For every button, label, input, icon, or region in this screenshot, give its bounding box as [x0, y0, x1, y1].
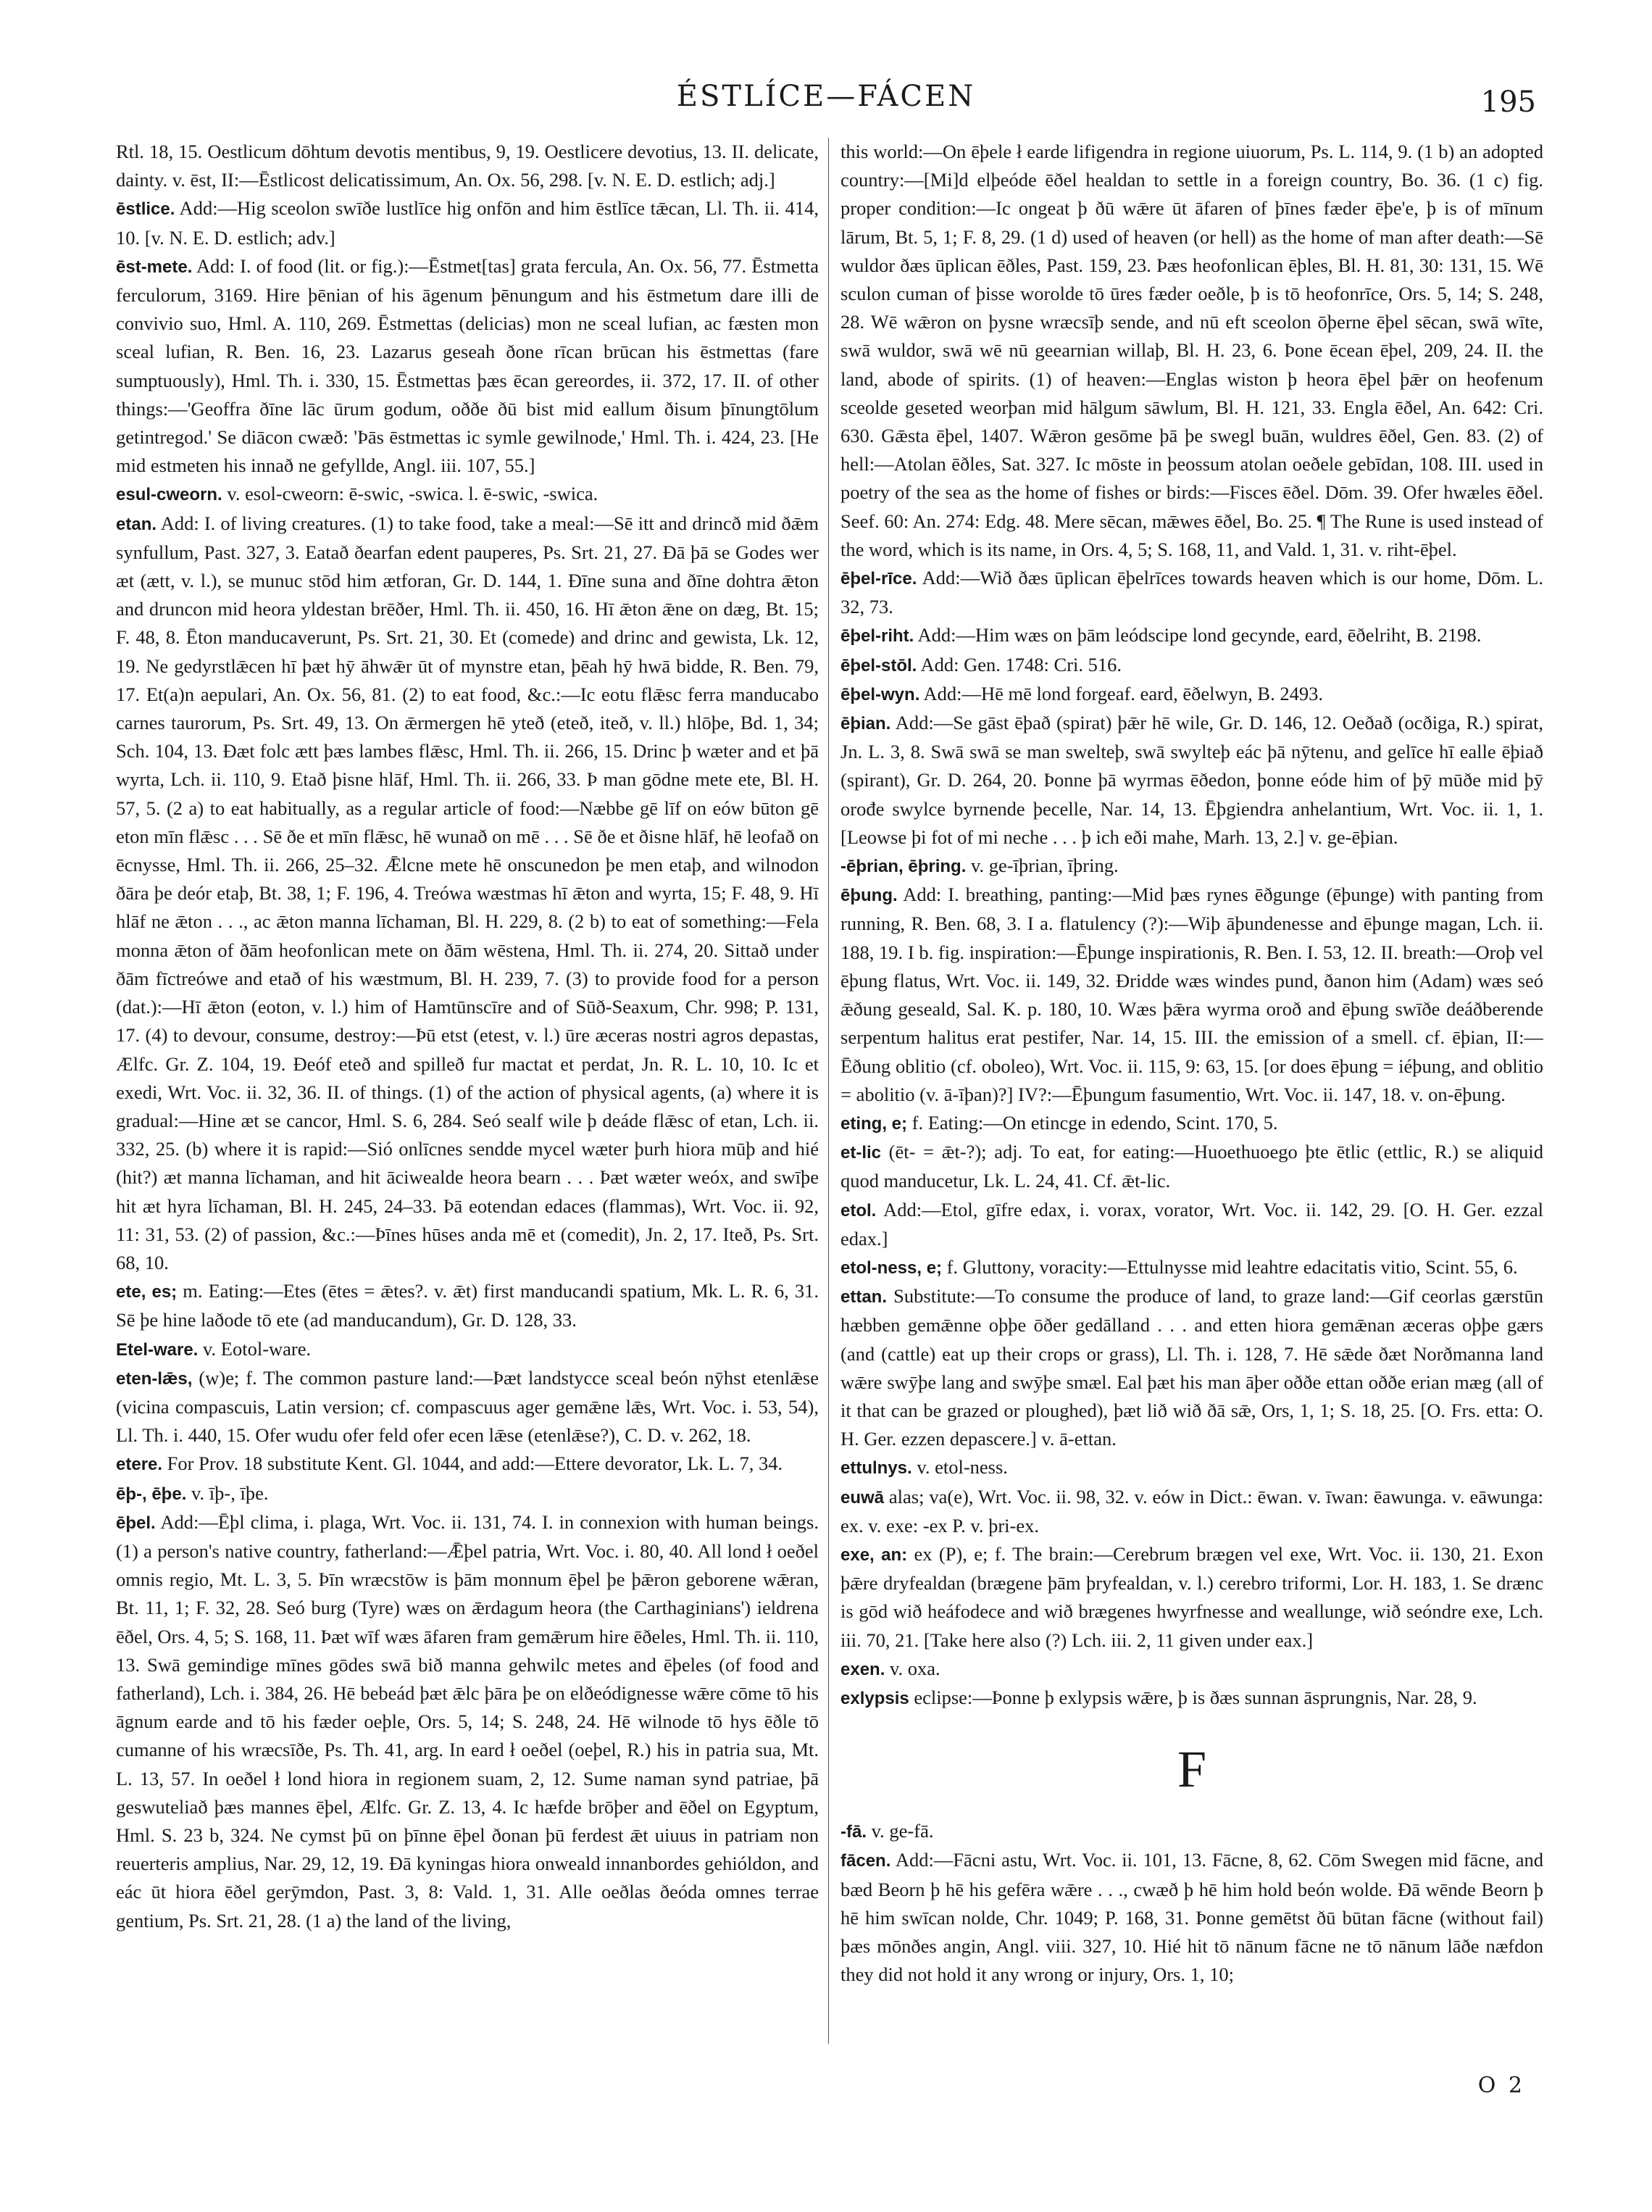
entry-text: v. īþ-, īþe. [186, 1481, 269, 1504]
entry-text: this world:—On ēþele ł earde lifigendra in regione uiuorum, Ps. L. 114, 9. (1 b) an adopted country:—[Mi]d elþeóde ēðel healdan to settle in a foreign country, Bo. 36. (1 c) fig. proper condition:—Ic ongeat þ ðū wǣre ūt āfaren of þīnes fæder ēþe'e, þ is of mīnum lārum, Bt. 5, 1; F. 8, 29. (1 d) used of heaven (or hell) as the home of man after death:—Sē wuldor ðæs ūplican ēðles, Past. 159, 23. Þæs heofonlican ēþles, Bl. H. 81, 30: 131, 15. Wē sculon cuman of þisse woroldе tō ūres fæder oeðle, þ is tō heofonrīce, Ors. 5, 14; S. 248, 28. Wē wǣron on þysne wræcsīþ sende, and nū eft sceolon ōþerne ēþel sēcan, swā wīte, swā wuldor, swā wē nū geearnian willaþ, Bl. H. 23, 6. Þone ēcean ēþel, 209, 24. II. the land, abode of spirits. (1) of heaven:—Englas wiston þ heora ēþel þǣr on heofenum sceolde geseted weorþan mid hālgum sāwlum, Bl. H. 121, 33. Engla ēðel, An. 642: Cri. 630. Gǣsta ēþel, 1407. Wǣron gesōme þā þe swegl buān, wuldres ēðel, Gen. 83. (2) of hell:—Atolan ēðles, Sat. 327. Ic mōste in þeossum atolan oeðele gebīdan, 108. III. used in poetry of the sea as the home of fishes or birds:—Fisces ēðel. Dōm. 39. Ofer hwæles ēðel. Seef. 60: An. 274: Edg. 48. Mere sēcan, mǣwes ēðel, Bo. 25. ¶ The Rune is used instead of the word, which is its name, in Ors. 4, 5; S. 168, 11, and Vald. 1, 31. v. riht-ēþel. [840, 141, 1543, 560]
dictionary-entry [840, 1253, 1543, 1282]
entry-text: Add:—Him wæs on þām leódscipe lond gecynde, eard, ēðelriht, B. 2198. [914, 624, 1482, 646]
entry-headword: etol. [840, 1200, 877, 1221]
entry-headword: fācen. [840, 1851, 891, 1871]
entry-headword: ettulnys. [840, 1458, 912, 1479]
entry-headword: etan. [116, 514, 157, 534]
entry-headword: ēþian. [840, 714, 891, 734]
dictionary-entry [840, 1109, 1543, 1138]
entry-text: v. ge-fā. [867, 1820, 934, 1842]
entry-headword: ēþel-wyn. [840, 684, 920, 704]
entry-text: Add:—Ēþl clima, i. plaga, Wrt. Voc. ii. 131, 74. I. in connexion with human beings. (1) a person's native country, fatherland:—Ǣþel patria, Wrt. Voc. i. 80, 40. All lond ł oeðel omnis regio, Mt. L. 3, 5. Þīn wræcstōw is þām monnum ēþel þe þǣron geborene wǣran, Bt. 11, 1; F. 32, 28. Seó burg (Tyre) wæs on ǣrdagum heora (the Carthaginians') ieldrena ēðel, Ors. 4, 5; S. 168, 11. Þæt wīf wæs āfaren fram gemǣrum hire ēðeles, Hml. Th. ii. 110, 13. Swā gemindige mīnes gōdes swā bið manna gehwilc metes and ēþeles (of food and fatherland), Lch. i. 384, 26. Hē bebeád þæt ǣlc þāra þe on elðeódignesse wǣre cōme tō his āgnum earde and tō his fæder oeþle, Ors. 5, 14; S. 248, 24. Hē wilnode tō hys ēðle tō cumanne of his wræcsīðe, Ps. Th. 41, arg. In eard ł oeðel (oeþel, R.) his in patria sua, Mt. L. 13, 57. In oeðel ł lond hiora in regionem suam, 2, 12. Sume naman synd patriae, þā geswuteliað þæs mannes ēþel, Ælfc. Gr. Z. 13, 4. Ic hæfde brōþer and ēðel on Egyptum, Hml. S. 23 b, 324. Ne cymst þū on þīnne ēþel ðonan þū ferdest ǣt uiuus in patriam non reuerteris amplius, Nar. 29, 12, 19. Ðā kyningas hiora onweald innanbordes gehióldon, and eác ūt hiora ēðel gerȳmdon, Past. 3, 8: Vald. 1, 31. Alle oeðlas ðeóda omnes terrae gentium, Ps. Srt. 21, 28. (1 a) the land of the living, [116, 1510, 819, 1932]
entry-text: v. esol-cweorn: ē-swic, -swica. l. ē-swic, -swica. [222, 483, 598, 505]
entry-headword: ēþel-rīce. [840, 569, 917, 589]
entry-text: Rtl. 18, 15. Oestlicum dōhtum devotis mentibus, 9, 19. Oestlicere devotius, 13. II. delicate, dainty. v. ēst, II:—Ēstlicost delicatissimum, An. Ox. 56, 298. [v. N. E. D. estlich; adj.] [116, 141, 819, 191]
page-number: 195 [1480, 86, 1536, 119]
entry-headword: ēstlice. [116, 199, 175, 220]
entry-headword: esul-cweorn. [116, 485, 222, 505]
left-column [116, 138, 819, 2066]
entry-text: m. Eating:—Etes (ētes = ǣtes?. v. ǣt) first manducandi spatium, Mk. L. R. 6, 31. Sē þe hine laðode tō ete (ad manducandum), Gr. D. 128, 33. [116, 1280, 819, 1331]
entry-text: v. Eotol-ware. [198, 1337, 312, 1360]
entry-text: Add:—Hē mē lond forgeaf. eard, ēðelwyn, B. 2493. [919, 682, 1323, 704]
entry-text: ex (P), e; f. The brain:—Cerebrum brægen vel exe, Wrt. Voc. ii. 130, 21. Exon þǣre dryfealdan (brægene þām þryfealdan, v. l.) cerebro triformi, Lor. H. 183, 1. Se drænc is gōd wið heáfodece and wið brægenes hwyrfnesse and weallunge, wið seóndre exe, Lch. iii. 70, 21. [Take here also (?) Lch. iii. 2, 11 given under eax.] [840, 1542, 1543, 1651]
dictionary-entry [840, 1138, 1543, 1195]
dictionary-entry [840, 1196, 1543, 1253]
dictionary-entry [840, 1817, 1543, 1846]
dictionary-entry [116, 138, 819, 194]
dictionary-entry [840, 852, 1543, 881]
dictionary-entry [116, 194, 819, 251]
dictionary-entry [116, 1364, 819, 1450]
entry-text: (w)e; f. The common pasture land:—Þæt landstycce sceal beón nȳhst etenlǣse (vicina compascuis, Latin version; cf. compascuus ager gemǣne lǣs, Wrt. Voc. i. 53, 54), Ll. Th. i. 440, 15. Ofer wudu ofer feld ofer ecen lǣse (etenlǣse?), C. D. v. 262, 18. [116, 1366, 819, 1447]
entry-headword: -ēþrian, ēþring. [840, 857, 967, 877]
dictionary-entry [116, 1508, 819, 1935]
entry-text: For Prov. 18 substitute Kent. Gl. 1044, and add:—Ettere devorator, Lk. L. 7, 34. [162, 1452, 783, 1475]
entry-headword: ēþ-, ēþe. [116, 1484, 187, 1504]
dictionary-entry [116, 1479, 819, 1508]
entry-headword: ettan. [840, 1287, 888, 1307]
entry-text: f. Eating:—On etincge in edendo, Scint. 170, 5. [907, 1111, 1278, 1134]
dictionary-entry [116, 1277, 819, 1334]
entry-text: eclipse:—Þonne þ exlypsis wǣre, þ is ðæs sunnan āsprungnis, Nar. 28, 9. [909, 1686, 1477, 1708]
entry-text: Add: I. breathing, panting:—Mid þæs rynes ēðgunge (ēþunge) with panting from running, R. Ben. 68, 3. I a. flatulency (?):—Wiþ āþundenesse and ēþunge magan, Lch. ii. 188, 19. I b. fig. inspiration:—Ēþunge inspirationis, R. Ben. I. 53, 12. II. breath:—Oroþ vel ēþung flatus, Wrt. Voc. ii. 149, 32. Ðridde wæs windes pund, ðanon him (Adam) wæs seó ǣðung geseald, Sal. K. p. 180, 10. Wæs þǣra wyrma oroð and ēþung swīðe deáðberende serpentum halitus erat pestifer, Nar. 14, 15. III. the emission of a smell. cf. ēþian, II:—Ēðung oblitio (cf. oboleo), Wrt. Voc. ii. 115, 9: 63, 15. [or does ēþung = iéþung, and oblitio = abolitio (v. ā-īþan)?] IV?:—Ēþungum fasumentio, Wrt. Voc. ii. 147, 18. v. on-ēþung. [840, 883, 1543, 1105]
dictionary-entry [840, 564, 1543, 621]
signature-mark: O 2 [1477, 2073, 1525, 2098]
entry-text: v. oxa. [885, 1657, 940, 1679]
entry-headword: etere. [116, 1455, 163, 1475]
dictionary-entry [116, 510, 819, 1277]
entry-text: Add:—Fācni astu, Wrt. Voc. ii. 101, 13. Fācne, 8, 62. Cōm Swegen mid fācne, and bæd Beorn þ hē his gefēra wǣre . . ., cwæð þ hē him hold beón wolde. Ðā wēnde Beorn þ hē him swīcan nolde, Chr. 1049; P. 168, 31. Þonne gemētst ðū būtan fācne (without fail) þæs mōnðes angin, Angl. viii. 327, 10. Hié hit tō nānum fācne ne tō nānum lāðe næfdon they did not hold it any wrong or injury, Ors. 1, 10; [840, 1849, 1543, 1986]
entry-headword: ete, es; [116, 1282, 178, 1302]
running-title: ÉSTLÍCE—FÁCEN [676, 80, 976, 113]
right-column [840, 138, 1543, 2066]
dictionary-entry [840, 1655, 1543, 1684]
entry-headword: exe, an: [840, 1544, 908, 1565]
dictionary-entry [840, 138, 1543, 564]
entry-headword: -fā. [840, 1822, 867, 1842]
entry-headword: eting, e; [840, 1113, 908, 1134]
dictionary-entry [840, 881, 1543, 1109]
entry-headword: etol-ness, e; [840, 1257, 943, 1278]
dictionary-entry [840, 1846, 1543, 1989]
dictionary-entry [116, 480, 819, 509]
entry-text: Add:—Wið ðæs ūplican ēþelrīces towards heaven which is our home, Dōm. L. 32, 73. [840, 567, 1543, 618]
entry-text: Add: I. of food (lit. or fig.):—Ēstmet[tas] grata fercula, An. Ox. 56, 77. Ēstmetta ferculorum, 3169. Hire þēnian of his āgenum þēnungum and his ēstmetum dare illi de convivio suo, Hml. A. 110, 269. Ēstmettas (delicias) mon ne sceal lufian, ac fæsten mon sceal lufian, R. Ben. 16, 23. Lazarus geseah ðone rīcan brūcan his ēstmettas (fare sumptuously), Hml. Th. i. 330, 15. Ēstmettas þæs ēcan gereordes, ii. 372, 17. II. of other things:—'Geoffra ðīne lāc ūrum godum, oððe ðū bist mid eallum ðisum þīnungtōlum getintregod.' Se diācon cwæð: 'Þās ēstmettas ic symle gewilnode,' Hml. Th. i. 424, 23. [He mid estmeten his innað ne gefyllde, Angl. iii. 107, 55.] [116, 254, 819, 477]
dictionary-entry [840, 1684, 1543, 1713]
dictionary-entry [840, 621, 1543, 650]
entry-headword: exlypsis [840, 1688, 909, 1708]
entry-headword: eten-lǣs, [116, 1368, 193, 1389]
dictionary-entry [840, 680, 1543, 709]
dictionary-entry [840, 1282, 1543, 1453]
dictionary-entry [840, 1483, 1543, 1540]
entry-text: Add: Gen. 1748: Cri. 516. [917, 653, 1122, 675]
dictionary-entry [840, 1453, 1543, 1482]
dictionary-entry [840, 709, 1543, 852]
entry-headword: euwā [840, 1487, 885, 1508]
entry-text: alas; va(e), Wrt. Voc. ii. 98, 32. v. eów in Dict.: ēwan. v. īwan: ēawunga. v. eāwunga: ex. v. exe: -ex P. v. þri-ex. [840, 1485, 1543, 1537]
entry-text: f. Gluttony, voracity:—Ettulnysse mid leahtre edacitatis vitio, Scint. 55, 6. [942, 1255, 1518, 1278]
entry-headword: exen. [840, 1659, 885, 1679]
entry-text: v. etol-ness. [911, 1456, 1008, 1479]
entry-text: Add: I. of living creatures. (1) to take food, take a meal:—Sē itt and drincð mid ðǣm synfullum, Past. 327, 3. Eatað ðearfan edent pauperes, Ps. Srt. 21, 27. Ðā þā se Godes wer æt (ætt, v. l.), se munuc stōd him ætforan, Gr. D. 144, 1. Ðīne suna and ðīne dohtra ǣton and druncon mid heora yldestan brēðer, Hml. Th. ii. 450, 16. Hī ǣton ǣne on dæg, Bt. 15; F. 48, 8. Ēton manducaverunt, Ps. Srt. 21, 30. Et (comede) and drinc and gewista, Lk. 12, 19. Ne gedyrstlǣcen hī þæt hȳ āhwǣr ūt of mynstre etan, þēah hȳ hwā bidde, R. Ben. 79, 17. Et(a)n aepulari, An. Ox. 56, 81. (2) to eat food, &c.:—Ic eotu flǣsc ferra manducabo carnes taurorum, Ps. Srt. 49, 13. On ǣrmergen hē yteð (eteð, iteð, v. ll.) hlōþe, Bd. 1, 34; Sch. 104, 13. Ðæt folc ætt þæs lambes flǣsc, Hml. Th. ii. 266, 15. Drinc þ wæter and et þā wyrta, Lch. ii. 110, 9. Etað þisne hlāf, Hml. Th. ii. 266, 33. Þ man gōdne mete ete, Bl. H. 57, 5. (2 a) to eat habitually, as a regular article of food:—Næbbe gē līf on eów būton gē eton mīn flǣsc . . . Sē ðe et mīn flǣsc, hē wunað on mē . . . Sē ðe et ðisne hlāf, hē leofað on ēcnysse, Hml. Th. ii. 266, 25–32. Ǣlcne mete hē onscunedon þe men etaþ, and wilnodon ðāra þe deór etaþ, Bt. 38, 1; F. 196, 4. Treówa wæstmas hī ǣton and wyrta, 15; F. 48, 9. Hī hlāf ne ǣton . . ., ac ǣton manna līchaman, Bl. H. 229, 8. (2 b) to eat of something:—Fela monna ǣton of ðām heofonlican mete on ðām wēstena, Hml. Th. ii. 274, 20. Sittað under ðām fīctreówe and etað of his wæstmum, Bl. H. 239, 7. (3) to provide food for a person (dat.):—Hī ǣton (eoton, v. l.) him of Hamtūnscīre and of Sūð-Seaxum, Chr. 998; P. 131, 17. (4) to devour, consume, destroy:—Þū etst (etest, v. l.) ūre æceras nostri agros depastas, Ælfc. Gr. Z. 104, 19. Ðeóf eteð and spilleð fur mactat et perdat, Jn. R. L. 10, 10. Ic et exedi, Wrt. Voc. ii. 32, 36. II. of things. (1) of the action of physical agents, (a) where it is gradual:—Hine æt se cancor, Hml. S. 6, 284. Seó sealf wile þ deáde flǣsc of etan, Lch. ii. 332, 25. (b) where it is rapid:—Sió onlīcnes sendde mycel wæter þurh hiora mūþ and hié (hit?) æt manna līchaman, and hit āciwealde heora bearn . . . Þæt wæter weóx, and swīþe hit æt hyra līchaman, Bl. H. 245, 24–33. Þā eotendan edaces (flammas), Wrt. Voc. ii. 92, 11: 31, 53. (2) of passion, &c.:—Þīnes hūses anda mē et (comedit), Jn. 2, 17. Iteð, Ps. Srt. 68, 10. [116, 512, 819, 1273]
entry-text: v. ge-īþrian, īþring. [966, 855, 1119, 877]
dictionary-entry [116, 252, 819, 481]
entry-headword: ēþung. [840, 886, 898, 906]
entry-text: Add:—Hig sceolon swīðe lustlīce hig onfōn and him ēstlīce tǣcan, Ll. Th. ii. 414, 10. [v. N. E. D. estlich; adv.] [116, 197, 819, 249]
entry-text: (ēt- = ǣt-?); adj. To eat, for eating:—Huoethuoego þte ētlic (ettlic, R.) se aliquid quod manducetur, Lk. L. 24, 41. Cf. ǣt-lic. [840, 1141, 1543, 1192]
entry-text: Add:—Se gāst ēþað (spirat) þǣr hē wile, Gr. D. 146, 12. Oeðað (ocðiga, R.) spirat, Jn. L. 3, 8. Swā swā se man swelteþ, swā swylteþ eác þā nȳtenu, and gelīce hī ealle ēþiað (spirant), Gr. D. 264, 20. Þonne þā wyrmas ēðedon, þonne eóde him of þȳ mūðe mid þȳ orođe swylce byrnende þecelle, Nar. 14, 13. Ēþgiendra anhelantium, Wrt. Voc. ii. 1, 1. [Leowse þi fot of mi neche . . . þ ich eði mahe, Marh. 13, 2.] v. ge-ēþian. [840, 712, 1543, 848]
dictionary-entry [840, 1540, 1543, 1655]
entry-text: Add:—Etol, gīfre edax, i. vorax, vorator, Wrt. Voc. ii. 142, 29. [O. H. Ger. ezzal edax.] [840, 1198, 1543, 1250]
entry-headword: et-lic [840, 1143, 882, 1163]
entry-headword: ēþel-stōl. [840, 655, 917, 675]
dictionary-entry [116, 1335, 819, 1364]
entry-headword: ēþel-riht. [840, 626, 914, 646]
entry-headword: ēþel. [116, 1513, 156, 1533]
column-divider [828, 138, 829, 2044]
entry-headword: ēst-mete. [116, 257, 193, 277]
section-letter: F [1177, 1740, 1207, 1799]
entry-headword: Etel-ware. [116, 1339, 199, 1360]
dictionary-entry [116, 1450, 819, 1479]
dictionary-entry [840, 651, 1543, 680]
entry-text: Substitute:—To consume the produce of land, to graze land:—Gif ceorlas gærstūn hæbben gemǣnne oþþe ōðer gedālland . . . and etten hiora gemǣnan æceras oþþe gærs (and (cattle) eat up their crops or grass), Ll. Th. i. 128, 7. Hē sǣde ðæt Norðmanna land wǣre swȳþe lang and swȳþe smæl. Eal þæt his man āþer oððe ettan oððe erian mæg (all of it that can be grazed or ploughed), þæt lið wið ðā sǣ, Ors, 1, 1; S. 18, 25. [O. Frs. etta: O. H. Ger. ezzen depascere.] v. ā-ettan. [840, 1285, 1543, 1450]
